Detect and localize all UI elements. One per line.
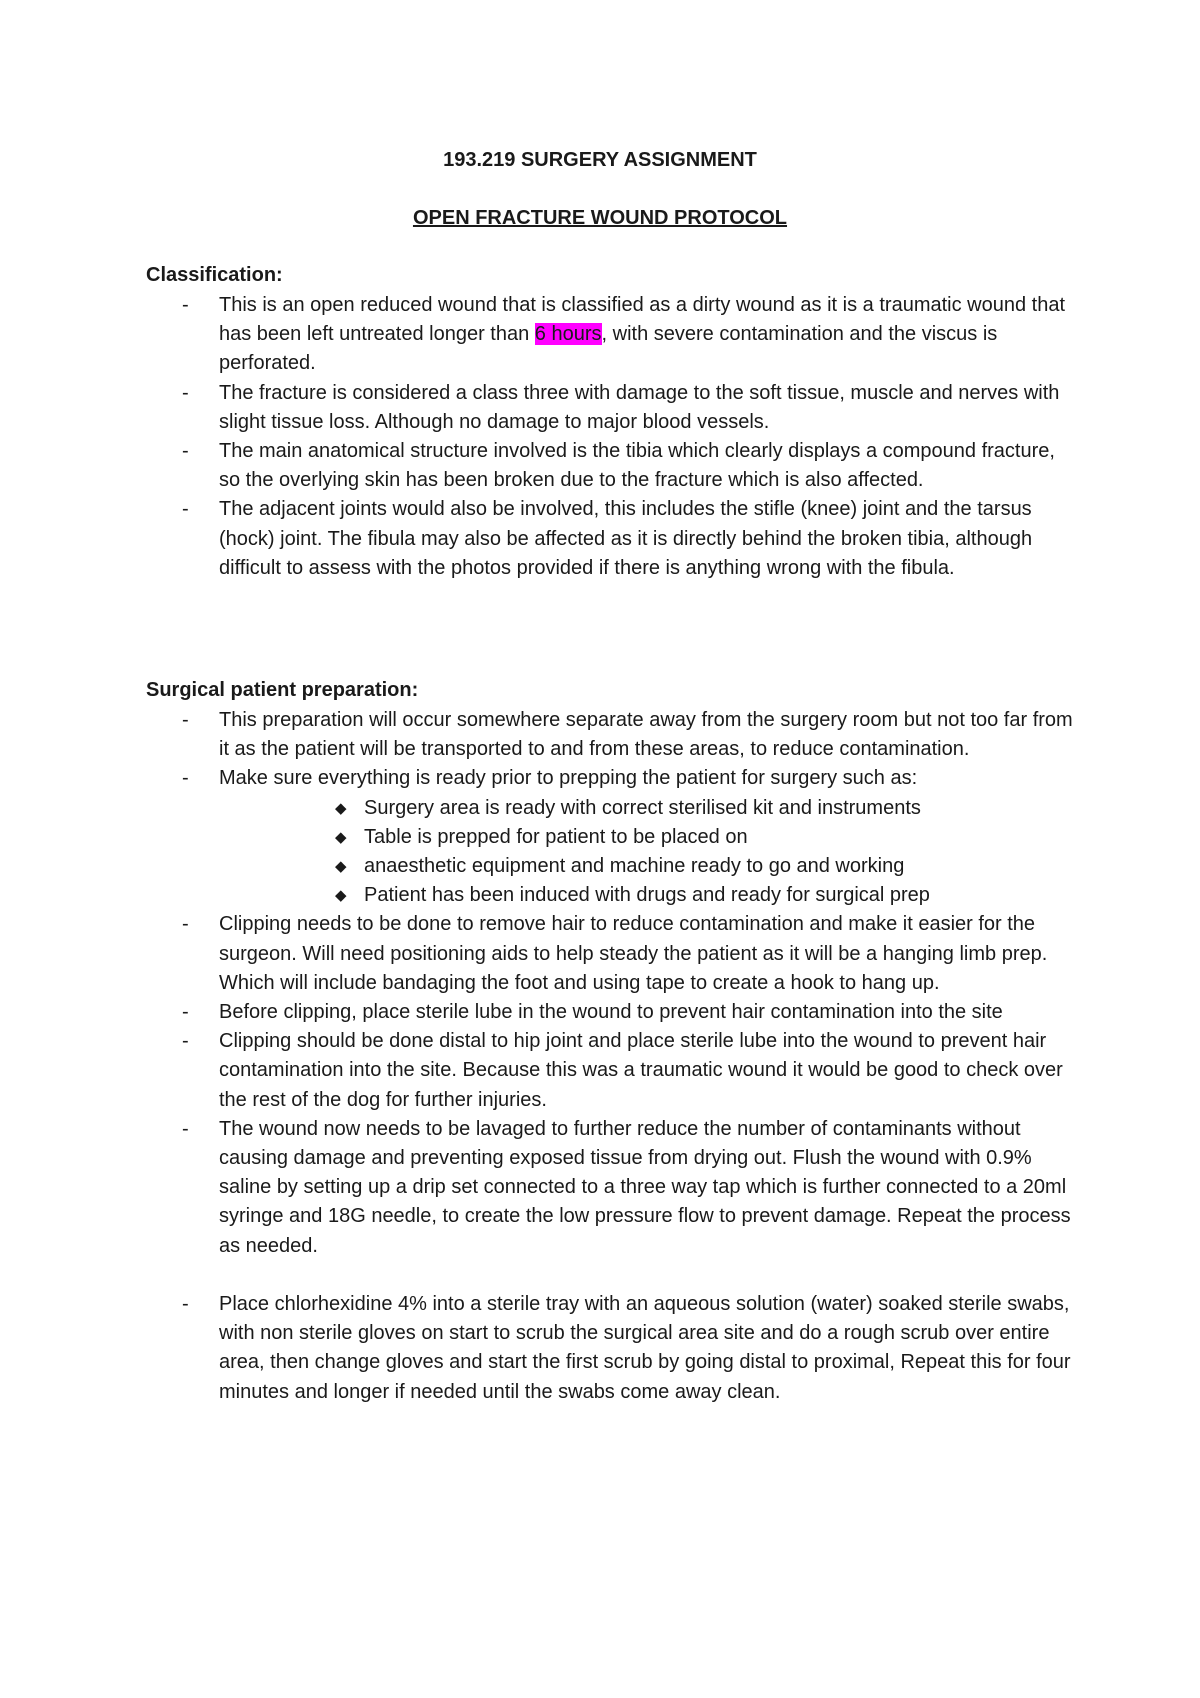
bullet-dash: - xyxy=(182,709,189,731)
item-text: The main anatomical structure involved is the tibia which clearly displays a compound fracture, so the overlying skin has been broken due to the fracture which is also affected. xyxy=(219,440,1055,492)
diamond-bullet-icon: ◆ xyxy=(335,887,347,905)
item-text: , with severe contamination and the viscus is perforated. xyxy=(219,323,998,375)
preparation-item-2 xyxy=(146,764,1076,910)
preparation-item-4 xyxy=(146,998,1076,1027)
classification-item-2 xyxy=(146,379,1076,437)
item-text: The fracture is considered a class three with damage to the soft tissue, muscle and nerves with slight tissue loss. Although no damage to major blood vessels. xyxy=(219,381,1060,433)
bullet-dash: - xyxy=(182,498,189,521)
bullet-dash: - xyxy=(182,294,189,316)
preparation-item-5 xyxy=(146,1027,1076,1115)
bullet-dash: - xyxy=(182,1293,189,1316)
item-text: Clipping needs to be done to remove hair to reduce contamination and make it easier for the surgeon. Will need positioning aids to help steady the patient as it will be a hanging limb prep. Which will include bandaging the foot and using tape to create a hook to hang up. xyxy=(219,913,1048,994)
classification-item-4 xyxy=(146,495,1076,583)
checklist-text: Table is prepped for patient to be placed on xyxy=(364,825,748,848)
item-text: Before clipping, place sterile lube in the wound to prevent hair contamination into the site xyxy=(219,1001,1003,1024)
item-text: This preparation will occur somewhere separate away from the surgery room but not too far from it as the patient will be transported to and from these areas, to reduce contamination. xyxy=(219,709,1073,761)
checklist-text: Surgery area is ready with correct sterilised kit and instruments xyxy=(364,796,921,819)
diamond-bullet-icon: ◆ xyxy=(335,828,347,846)
checklist xyxy=(219,794,1076,911)
item-text: Place chlorhexidine 4% into a sterile tray with an aqueous solution (water) soaked sterile swabs, with non sterile gloves on start to scrub the surgical area site and do a rough scrub over entire area, then change gloves and start the first scrub by going distal to proximal, Repeat this for four minutes and longer if needed until the swabs come away clean. xyxy=(219,1293,1071,1403)
bullet-dash: - xyxy=(182,913,189,936)
preparation-item-6 xyxy=(146,1115,1076,1261)
classification-item-3 xyxy=(146,437,1076,495)
item-text: Clipping should be done distal to hip joint and place sterile lube into the wound to prevent hair contamination into the site. Because this was a traumatic wound it would be good to check over the rest of the dog for further injuries. xyxy=(219,1030,1063,1111)
bullet-dash: - xyxy=(182,381,189,404)
bullet-dash: - xyxy=(182,1030,189,1053)
preparation-item-7 xyxy=(146,1290,1076,1407)
preparation-item-1 xyxy=(146,706,1076,764)
checklist-item xyxy=(219,794,1076,823)
checklist-item xyxy=(219,881,1076,910)
item-text: This is an open reduced wound that is classified as a dirty wound as it is a traumatic wound that has been left untreated longer than xyxy=(219,294,1066,346)
classification-heading: Classification: xyxy=(146,264,283,286)
bullet-dash: - xyxy=(182,1001,189,1024)
checklist-item xyxy=(219,852,1076,881)
item-text: Make sure everything is ready prior to prepping the patient for surgery such as: xyxy=(219,767,918,790)
checklist-text: Patient has been induced with drugs and ready for surgical prep xyxy=(364,884,930,907)
checklist-item xyxy=(219,823,1076,852)
preparation-item-3 xyxy=(146,910,1076,998)
classification-item-1 xyxy=(146,291,1076,379)
bullet-dash: - xyxy=(182,767,189,790)
classification-list xyxy=(146,291,1076,583)
preparation-heading: Surgical patient preparation: xyxy=(146,679,419,701)
highlighted-text: 6 hours xyxy=(534,323,602,346)
bullet-dash: - xyxy=(182,1117,189,1140)
preparation-list xyxy=(146,706,1076,1407)
bullet-dash: - xyxy=(182,440,189,463)
checklist-text: anaesthetic equipment and machine ready to go and working xyxy=(364,855,905,878)
document-title: 193.219 SURGERY ASSIGNMENT xyxy=(443,149,757,171)
diamond-bullet-icon: ◆ xyxy=(335,858,347,876)
item-text: The wound now needs to be lavaged to further reduce the number of contaminants without causing damage and preventing exposed tissue from drying out. Flush the wound with 0.9% saline by setting up a drip set connected to a three way tap which is further connected to a 20ml syringe and 18G needle, to create the low pressure flow to prevent damage. Repeat the process as needed. xyxy=(219,1117,1071,1257)
diamond-bullet-icon: ◆ xyxy=(335,799,347,817)
document-subtitle: OPEN FRACTURE WOUND PROTOCOL xyxy=(412,207,788,229)
item-text: The adjacent joints would also be involved, this includes the stifle (knee) joint and the tarsus (hock) joint. The fibula may also be affected as it is directly behind the broken tibia, although difficult to assess with the photos provided if there is anything wrong with the fibula. xyxy=(219,498,1033,579)
